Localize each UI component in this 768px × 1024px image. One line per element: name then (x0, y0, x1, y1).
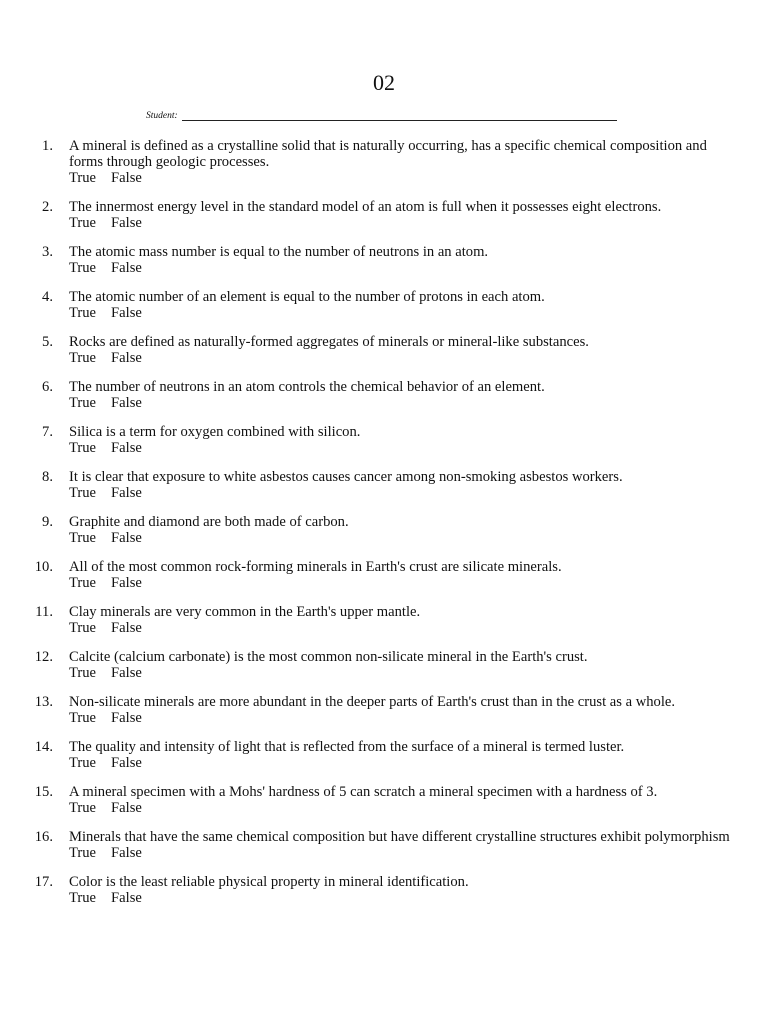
question-number: 12. (34, 649, 53, 665)
false-option[interactable]: False (111, 305, 142, 321)
question-item (0, 334, 768, 366)
question-item (0, 138, 768, 186)
question-text: The number of neutrons in an atom controls the chemical behavior of an element. (69, 379, 545, 395)
question-text: Calcite (calcium carbonate) is the most common non-silicate mineral in the Earth's crust. (69, 649, 588, 665)
question-item (0, 694, 768, 726)
true-option[interactable]: True (69, 890, 97, 906)
true-option[interactable]: True (69, 620, 97, 636)
false-option[interactable]: False (111, 620, 142, 636)
true-option[interactable]: True (69, 395, 97, 411)
question-number: 5. (42, 334, 53, 350)
question-text: Non-silicate minerals are more abundant in the deeper parts of Earth's crust than in the crust as a whole. (69, 694, 676, 710)
false-option[interactable]: False (111, 665, 142, 681)
question-number: 11. (35, 604, 53, 620)
false-option[interactable]: False (111, 755, 142, 771)
true-option[interactable]: True (69, 665, 97, 681)
true-option[interactable]: True (69, 170, 97, 186)
question-text: Clay minerals are very common in the Earth's upper mantle. (69, 604, 421, 620)
question-text: Silica is a term for oxygen combined with silicon. (69, 424, 361, 440)
false-option[interactable]: False (111, 350, 142, 366)
false-option[interactable]: False (111, 800, 142, 816)
true-option[interactable]: True (69, 530, 97, 546)
question-item (0, 784, 768, 816)
true-false-options (69, 440, 738, 456)
question-item (0, 514, 768, 546)
false-option[interactable]: False (111, 170, 142, 186)
question-number: 16. (34, 829, 53, 845)
question-number: 6. (42, 379, 53, 395)
false-option[interactable]: False (111, 710, 142, 726)
question-text: The innermost energy level in the standard model of an atom is full when it possesses eight electrons. (69, 199, 662, 215)
true-false-options (69, 170, 738, 186)
true-option[interactable]: True (69, 260, 97, 276)
question-number: 8. (42, 469, 53, 485)
question-number: 9. (42, 514, 53, 530)
question-number: 13. (34, 694, 53, 710)
question-text: Graphite and diamond are both made of carbon. (69, 514, 349, 530)
true-option[interactable]: True (69, 845, 97, 861)
true-false-options (69, 260, 738, 276)
question-item (0, 739, 768, 771)
true-option[interactable]: True (69, 350, 97, 366)
false-option[interactable]: False (111, 485, 142, 501)
true-false-options (69, 755, 738, 771)
true-option[interactable]: True (69, 440, 97, 456)
question-text: All of the most common rock-forming minerals in Earth's crust are silicate minerals. (69, 559, 562, 575)
true-option[interactable]: True (69, 755, 97, 771)
question-text: The atomic mass number is equal to the number of neutrons in an atom. (69, 244, 489, 260)
question-item (0, 379, 768, 411)
question-item (0, 244, 768, 276)
false-option[interactable]: False (111, 260, 142, 276)
false-option[interactable]: False (111, 530, 142, 546)
question-item (0, 874, 768, 906)
false-option[interactable]: False (111, 395, 142, 411)
true-false-options (69, 395, 738, 411)
false-option[interactable]: False (111, 890, 142, 906)
question-text: Minerals that have the same chemical composition but have different crystalline structures exhibit polymorphism (69, 829, 730, 845)
true-option[interactable]: True (69, 305, 97, 321)
question-item (0, 289, 768, 321)
question-item (0, 199, 768, 231)
true-option[interactable]: True (69, 800, 97, 816)
true-option[interactable]: True (69, 710, 97, 726)
page-title: 02 (373, 70, 395, 95)
true-false-options (69, 800, 738, 816)
true-false-options (69, 350, 738, 366)
true-false-options (69, 845, 738, 861)
true-false-options (69, 305, 738, 321)
question-number: 15. (34, 784, 53, 800)
question-number: 3. (42, 244, 53, 260)
false-option[interactable]: False (111, 440, 142, 456)
true-false-options (69, 710, 738, 726)
true-false-options (69, 665, 738, 681)
true-false-options (69, 215, 738, 231)
student-label: Student: (146, 111, 178, 121)
question-text: A mineral is defined as a crystalline solid that is naturally occurring, has a specific chemical composition and forms through geologic processes. (69, 138, 707, 170)
false-option[interactable]: False (111, 575, 142, 591)
true-false-options (69, 575, 738, 591)
question-text: Rocks are defined as naturally-formed aggregates of minerals or mineral-like substances. (69, 334, 589, 350)
question-item (0, 559, 768, 591)
question-item (0, 649, 768, 681)
question-text: The quality and intensity of light that is reflected from the surface of a mineral is termed luster. (69, 739, 625, 755)
question-list (0, 138, 768, 919)
question-number: 1. (42, 138, 53, 154)
question-item (0, 829, 768, 861)
question-number: 4. (42, 289, 53, 305)
false-option[interactable]: False (111, 845, 142, 861)
question-text: Color is the least reliable physical property in mineral identification. (69, 874, 469, 890)
question-number: 17. (34, 874, 53, 890)
question-number: 2. (42, 199, 53, 215)
question-text: The atomic number of an element is equal to the number of protons in each atom. (69, 289, 545, 305)
question-number: 7. (42, 424, 53, 440)
question-number: 14. (34, 739, 53, 755)
question-text: It is clear that exposure to white asbestos causes cancer among non-smoking asbestos workers. (69, 469, 623, 485)
question-item (0, 424, 768, 456)
false-option[interactable]: False (111, 215, 142, 231)
true-option[interactable]: True (69, 485, 97, 501)
true-option[interactable]: True (69, 575, 97, 591)
true-false-options (69, 890, 738, 906)
student-name-line[interactable] (182, 111, 617, 121)
true-false-options (69, 530, 738, 546)
question-text: A mineral specimen with a Mohs' hardness of 5 can scratch a mineral specimen with a hardness of 3. (69, 784, 658, 800)
student-field[interactable] (146, 111, 617, 121)
true-false-options (69, 620, 738, 636)
true-option[interactable]: True (69, 215, 97, 231)
question-item (0, 469, 768, 501)
question-number: 10. (34, 559, 53, 575)
question-item (0, 604, 768, 636)
true-false-options (69, 485, 738, 501)
